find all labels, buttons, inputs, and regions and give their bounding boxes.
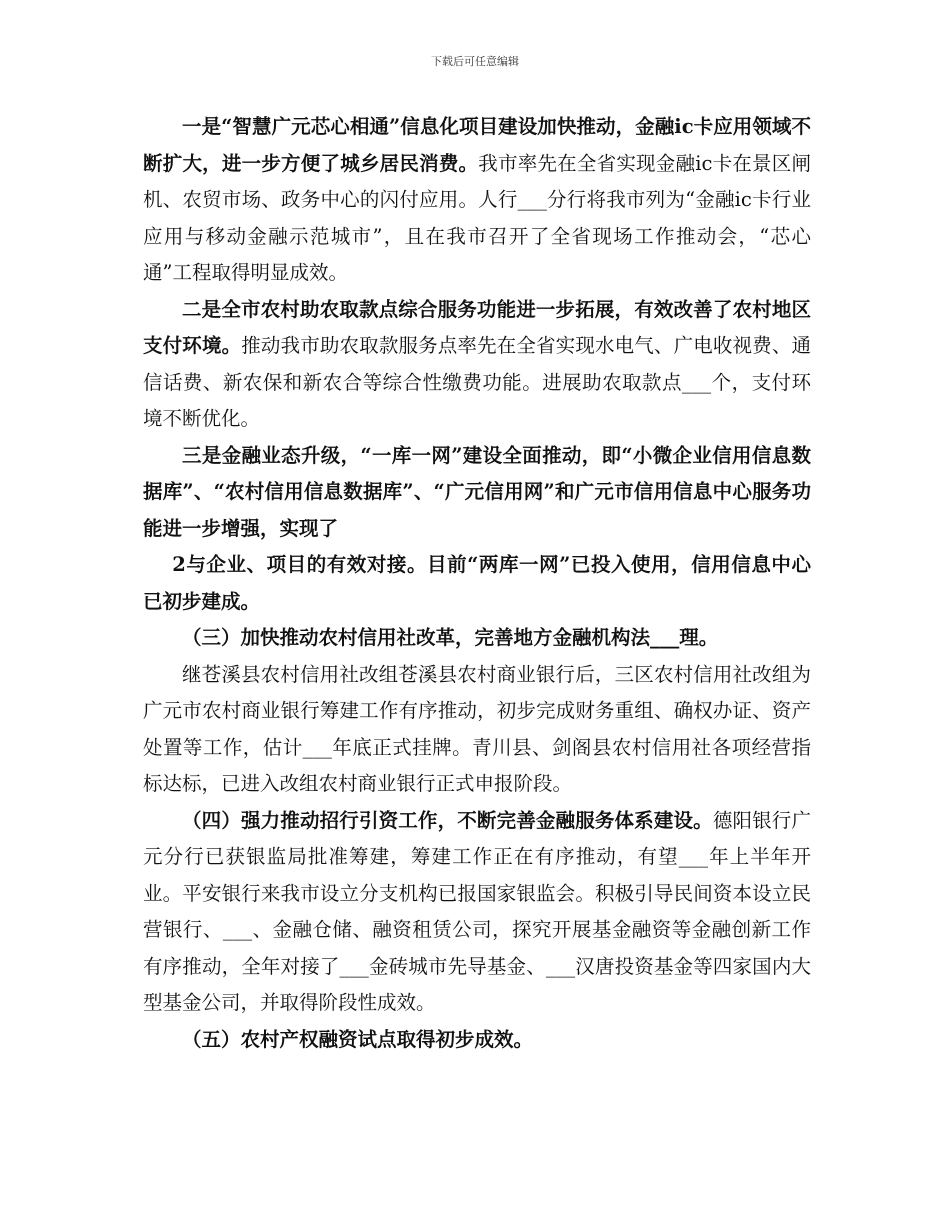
section-heading-3 [143,620,811,657]
section-heading-4 [143,803,811,1022]
document-body [143,109,811,1058]
paragraph-4 [143,547,811,620]
paragraph-1-lead: 一是“智慧广元芯心相通”信息化项目建设加快推动，金融ic卡应用领域不断扩大，进一步方便了城乡居民消费。 [143,115,811,175]
paragraph-3 [143,438,811,548]
page-header-note: 下载后可任意编辑 [431,55,519,68]
section-heading-4-body: 德阳银行广元分行已获银监局批准筹建，筹建工作正在有序推动，有望___年上半年开业。平安银行来我市设立分支机构已报国家银监会。积极引导民间资本设立民营银行、___、金融仓储、融资租赁公司，探究开展基金融资等金融创新工作有序推动，全年对接了___金砖城市先导基金、___汉唐投资基金等四家国内大型基金公司，并取得阶段性成效。 [143,808,811,1014]
paragraph-2-lead: 二是全市农村助农取款点综合服务功能进一步拓展，有效改善了农村地区支付环境。 [143,297,811,357]
paragraph-2 [143,292,811,438]
paragraph-1-body: 我市率先在全省实现金融ic卡在景区闸机、农贸市场、政务中心的闪付应用。人行___分行将我市列为“金融ic卡行业应用与移动金融示范城市”，且在我市召开了全省现场工作推动会，“芯心通”工程取得明显成效。 [143,151,811,284]
paragraph-6 [143,657,811,803]
paragraph-2-body: 推动我市助农取款服务点率先在全省实现水电气、广电收视费、通信话费、新农保和新农合等综合性缴费功能。进展助农取款点___个，支付环境不断优化。 [143,334,811,430]
section-heading-3-text: （三）加快推动农村信用社改革，完善地方金融机构法___理。 [182,626,719,649]
paragraph-3-lead: 三是金融业态升级，“一库一网”建设全面推动，即“小微企业信用信息数据库”、“农村信用信息数据库”、“广元信用网”和广元市信用信息中心服务功能进一步增强，实现了 [143,443,811,540]
section-heading-5-text: （五）农村产权融资试点取得初步成效。 [182,1027,534,1051]
section-heading-5 [143,1022,811,1059]
section-heading-4-text: （四）强力推动招行引资工作，不断完善金融服务体系建设。 [182,808,713,832]
paragraph-1 [143,109,811,292]
paragraph-6-body: 继苍溪县农村信用社改组苍溪县农村商业银行后，三区农村信用社改组为广元市农村商业银行筹建工作有序推动，初步完成财务重组、确权办证、资产处置等工作，估计___年底正式挂牌。青川县、剑阁县农村信用社各项经营指标达标，已进入改组农村商业银行正式申报阶段。 [143,662,811,795]
paragraph-4-lead: 2与企业、项目的有效对接。目前“两库一网”已投入使用，信用信息中心已初步建成。 [143,553,811,613]
